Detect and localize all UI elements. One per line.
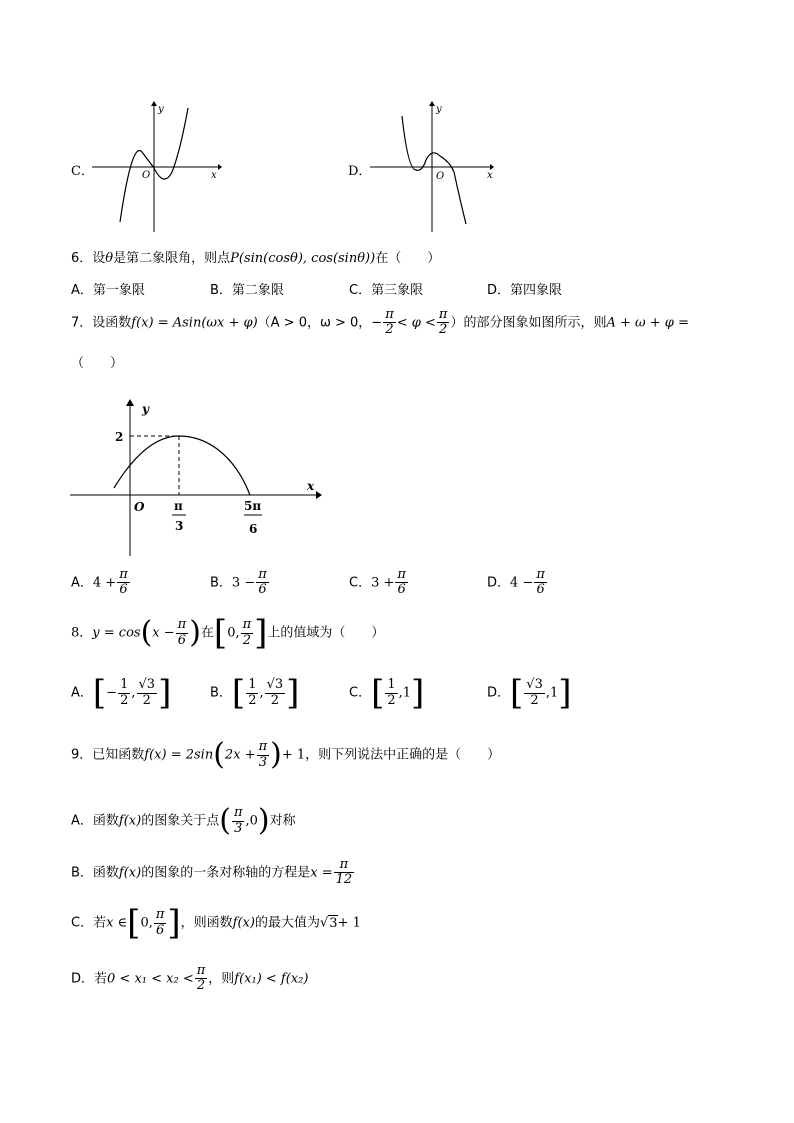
- q5-option-c-label: C．: [71, 164, 94, 179]
- q7-option-d: D．4 − $\frac{\pi}{6}$: [487, 567, 545, 598]
- q6-option-b: B．第二象限: [210, 283, 284, 298]
- q6-option-a: A．第一象限: [71, 283, 145, 298]
- q7-tick1-num: π: [174, 499, 183, 513]
- q9-option-b: B．函数f(x)的图象的一条对称轴的方程是x = $\frac{\pi}{12}$: [71, 857, 353, 888]
- q8-option-b: B．[ $\frac{1}{2}$ , $\frac{√3}{2}$ ]: [210, 673, 300, 713]
- q9-stem: 9．已知函数f(x) = 2sin(2x + $\frac{\pi}{3}$ )+ 1，则下列说法中正确的是（ ）: [71, 737, 501, 772]
- q8-stem: 8．y = cos(x − $\frac{\pi}{6}$ )在[0, $\frac{\pi}{2}$ ]上的值域为（ ）: [71, 613, 385, 653]
- q5c-origin: O: [142, 170, 151, 181]
- q7-peak-value: 2: [115, 430, 124, 444]
- q7-axis-y: y: [142, 402, 149, 416]
- q6-stem: 6．设θ是第二象限角，则点P(sin(cosθ), cos(sinθ))在（ ）: [71, 251, 441, 266]
- q8-option-c: C．[ $\frac{1}{2}$ ,1]: [349, 673, 425, 713]
- q9-option-c: C．若x ∈[0, $\frac{\pi}{6}$ ]，则函数f(x)的最大值为√3+ 1: [71, 903, 361, 943]
- q5d-axis-y: y: [436, 104, 442, 115]
- q6-option-c: C．第三象限: [349, 283, 424, 298]
- q5d-axis-x: x: [487, 170, 493, 181]
- q6-option-d: D．第四象限: [487, 283, 563, 298]
- q8-option-a: A．[− $\frac{1}{2}$ , $\frac{√3}{2}$ ]: [71, 673, 172, 713]
- q5-option-c-graph: [92, 100, 222, 235]
- q7-tick2-num: 5π: [244, 499, 262, 513]
- q7-axis-x: x: [307, 479, 315, 493]
- q7-origin: O: [134, 500, 145, 514]
- q7-graph: [66, 396, 326, 558]
- q7-answer-blank: （ ）: [71, 356, 124, 371]
- q5d-origin: O: [436, 171, 445, 182]
- q8-option-d: D．[ $\frac{√3}{2}$ ,1]: [487, 673, 572, 713]
- q7-stem: 7．设函数f(x) = Asin(ωx + φ)（A > 0，ω > 0，− $\frac{\pi}{2}$ < φ < $\frac{\pi}{2}$ ）的部分图象如图所示，则A + ω + φ =: [71, 307, 689, 338]
- q9-option-a: A．函数f(x)的图象关于点( $\frac{\pi}{3}$ ,0)对称: [71, 803, 296, 838]
- q5c-axis-y: y: [158, 104, 164, 115]
- q7-tick1-den: 3: [175, 519, 184, 533]
- q5c-axis-x: x: [211, 170, 217, 181]
- q7-option-a: A．4 + $\frac{\pi}{6}$: [71, 567, 128, 598]
- q5-option-d-label: D．: [348, 164, 372, 179]
- q7-option-b: B．3 − $\frac{\pi}{6}$: [210, 567, 267, 598]
- q7-tick2-den: 6: [249, 522, 258, 536]
- q9-option-d: D．若0 < x₁ < x₂ < $\frac{\pi}{2}$ ，则f(x₁) < f(x₂): [71, 963, 309, 994]
- q7-option-c: C．3 + $\frac{\pi}{6}$: [349, 567, 406, 598]
- q5-option-d-graph: [370, 100, 500, 235]
